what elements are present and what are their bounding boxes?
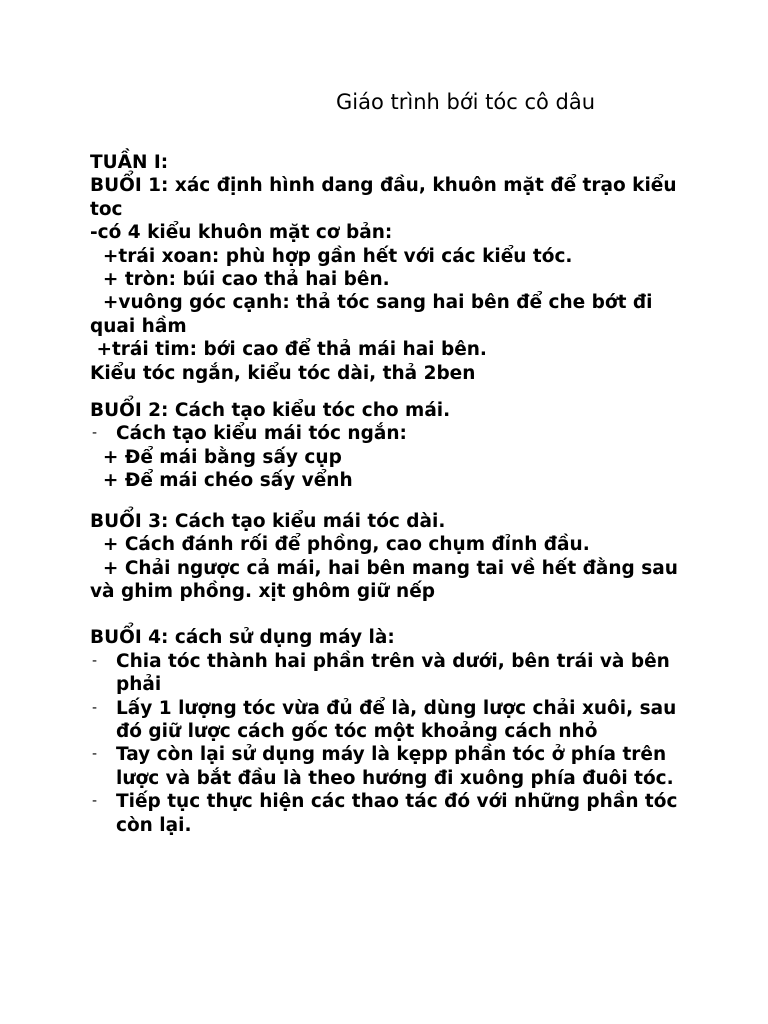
dash-bullet: - bbox=[92, 425, 98, 442]
dash-bullet: - bbox=[92, 793, 98, 810]
session2-subline: + Để mái bằng sấy cụp bbox=[90, 446, 342, 468]
list-item bbox=[90, 650, 690, 697]
list-item bbox=[90, 790, 690, 837]
list-item-text: Lấy 1 lượng tóc vừa đủ để là, dùng lược chải xuôi, sau đó giữ lược cách gốc tóc một khoảng cách nhỏ bbox=[116, 697, 677, 742]
session1-line: +trái tim: bới cao để thả mái hai bên. bbox=[90, 339, 487, 361]
list-item bbox=[90, 743, 690, 790]
session1-line: -có 4 kiểu khuôn mặt cơ bản: bbox=[90, 222, 393, 244]
session1-line: + tròn: búi cao thả hai bên. bbox=[90, 269, 390, 291]
session1-line: +trái xoan: phù hợp gần hết với các kiểu tóc. bbox=[90, 245, 573, 267]
session2-subline: + Để mái chéo sấy vểnh bbox=[90, 470, 353, 492]
session1-heading: BUỔI 1: xác định hình dang đầu, khuôn mặt để trạo kiểu toc bbox=[90, 175, 683, 220]
list-item-text: Chia tóc thành hai phần trên và dưới, bên trái và bên phải bbox=[116, 650, 670, 696]
session1-line: Kiểu tóc ngắn, kiểu tóc dài, thả 2ben bbox=[90, 362, 476, 384]
list-item-text: Tay còn lại sử dụng máy là kẹpp phần tóc ở phía trên lược và bắt đầu là theo hướng đi xuông phía đuôi tóc. bbox=[116, 744, 674, 789]
document-body bbox=[90, 151, 690, 837]
list-item bbox=[90, 697, 690, 744]
document-title: Giáo trình bới tóc cô dâu bbox=[336, 90, 596, 114]
session3-heading: BUỔI 3: Cách tạo kiểu mái tóc dài. bbox=[90, 510, 446, 532]
session2-heading: BUỔI 2: Cách tạo kiểu tóc cho mái. bbox=[90, 400, 451, 422]
list-item-text: Cách tạo kiểu mái tóc ngắn: bbox=[116, 423, 407, 445]
session1-line: +vuông góc cạnh: thả tóc sang hai bên để che bớt đi quai hầm bbox=[90, 292, 659, 337]
dash-bullet: - bbox=[92, 699, 98, 716]
session4-heading: BUỔI 4: cách sử dụng máy là: bbox=[90, 627, 395, 649]
session2-list bbox=[90, 422, 690, 445]
session4-list bbox=[90, 650, 690, 837]
session3-line: + Cách đánh rối để phồng, cao chụm đỉnh đầu. bbox=[90, 534, 590, 556]
list-item bbox=[90, 422, 690, 445]
dash-bullet: - bbox=[92, 746, 98, 763]
session3-line: + Chải ngược cả mái, hai bên mang tai về hết đằng sau và ghim phồng. xịt ghôm giữ nếp bbox=[90, 557, 685, 602]
week-heading: TUẦN I: bbox=[90, 152, 169, 173]
dash-bullet: - bbox=[92, 652, 98, 669]
list-item-text: Tiếp tục thực hiện các thao tác đó với những phần tóc còn lại. bbox=[116, 791, 678, 836]
